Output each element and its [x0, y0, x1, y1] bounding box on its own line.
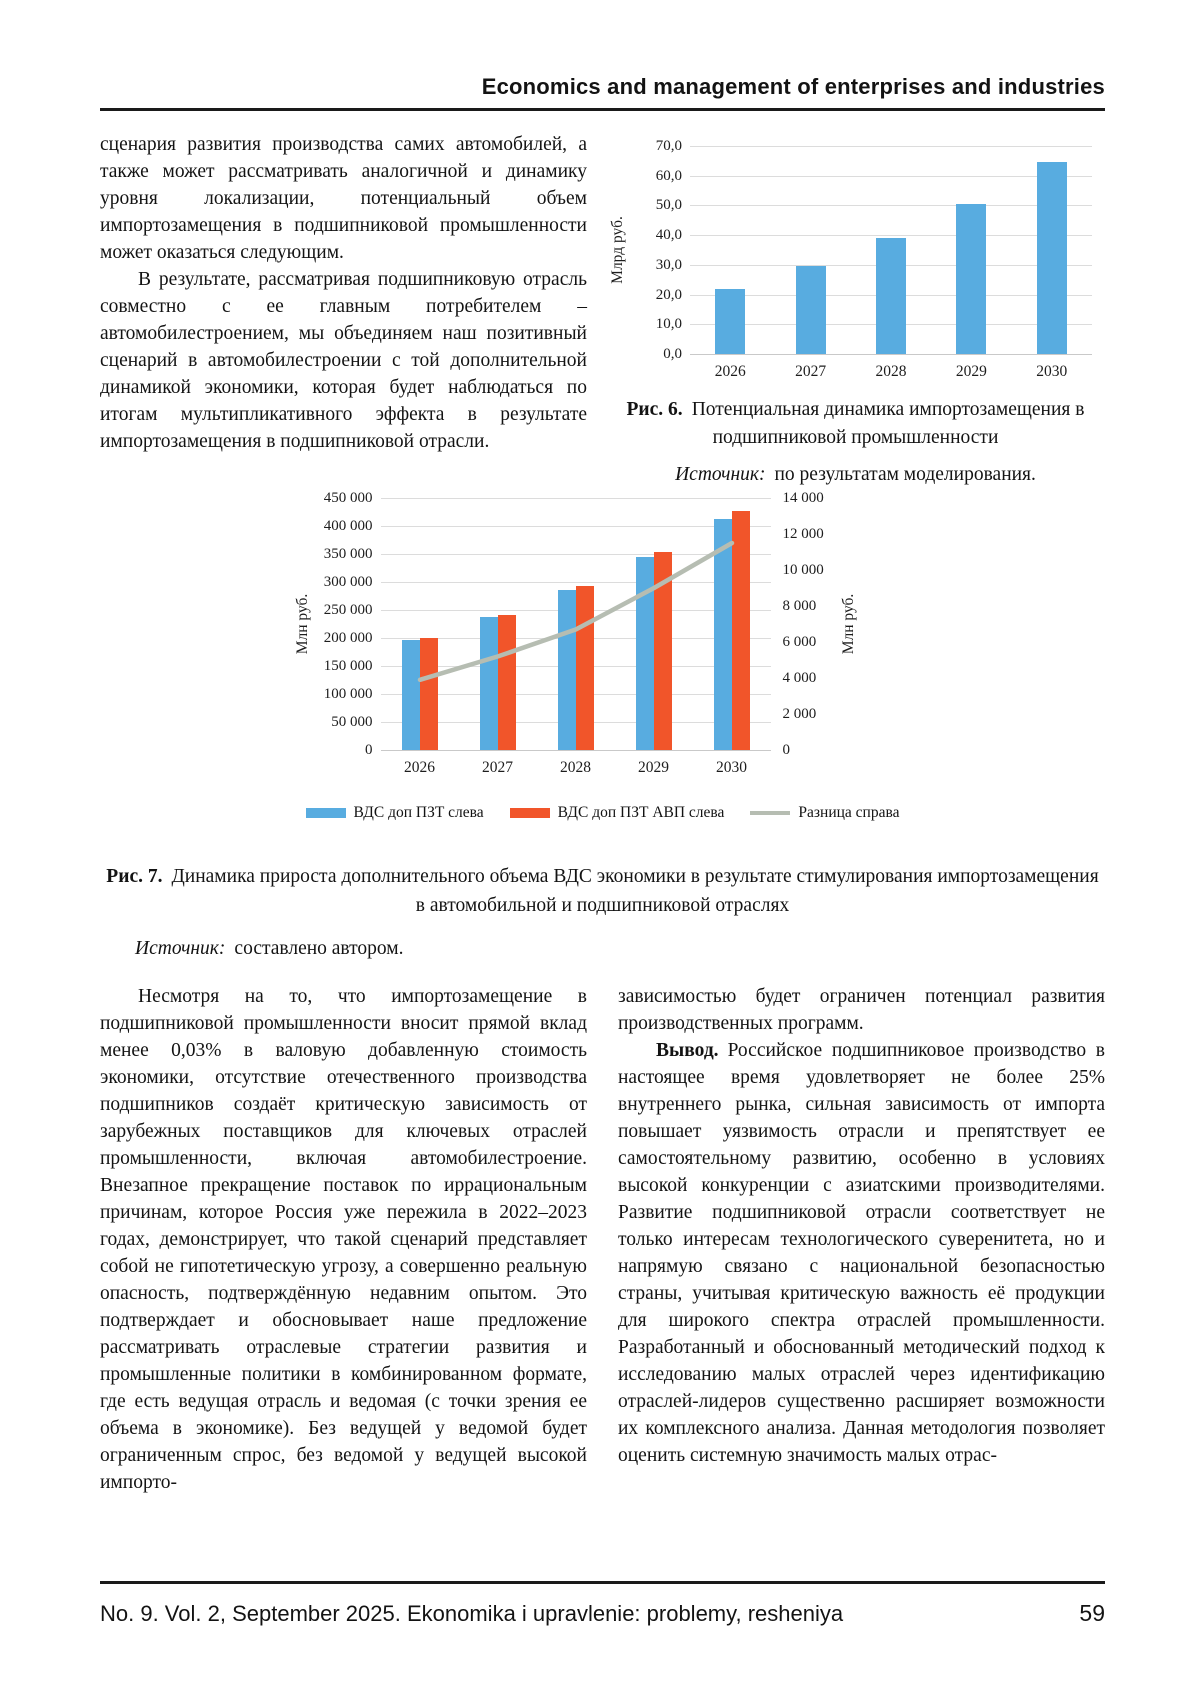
y-axis-title-left: Млн руб. [293, 593, 311, 655]
x-tick-label: 2029 [955, 363, 987, 380]
paragraph: сценария развития производства самих автомобилей, а также может рассматривать аналогичной и динамику уровня локализации, потенциальный объем импортозамещения в подшипниковой промышленности может оказаться следующим. [100, 134, 587, 263]
y-tick-label-left: 250 000 [323, 602, 373, 618]
legend-label: Разница справа [798, 804, 900, 821]
paragraph: В результате, рассматривая подшипниковую отрасль совместно с ее главным потребителем – автомобилестроением, мы объединяем наш позитивный сценарий в автомобилестроении с той дополнительной динамикой экономики, которая будет наблюдаться по итогам мультипликативного эффекта в результате импортозамещения в подшипниковой отрасли. [100, 269, 587, 452]
bar-2027 [796, 266, 826, 354]
body-left-column [100, 983, 587, 1496]
y-tick-label-right: 10 000 [782, 562, 824, 578]
grid-line [381, 750, 771, 751]
header-rule [100, 108, 1105, 111]
source-label: Источник: [675, 464, 766, 485]
y-tick-label-left: 450 000 [323, 490, 373, 506]
grid-line [690, 235, 1092, 236]
y-tick-label: 40,0 [655, 227, 682, 244]
combo-chart-vds-growth [293, 486, 913, 788]
x-tick-label: 2030 [716, 759, 747, 776]
y-tick-label-right: 12 000 [782, 526, 824, 542]
y-tick-label-left: 150 000 [323, 658, 373, 674]
y-axis-title: Млрд руб. [609, 216, 626, 284]
figure-6-label: Рис. 6. [626, 399, 683, 420]
y-tick-label: 10,0 [655, 316, 682, 333]
conclusion-paragraph: Вывод. Российское подшипниковое производство в настоящее время удовлетворяет не более 25% внутреннего рынка, сильная зависимость от импорта повышает уязвимость отрасли и препятствует ее самостоятельному развитию, особенно в условиях высокой конкуренции с азиатскими производителями. Развитие подшипниковой отрасли соответствует не только интересам технологического суверенитета, но и напрямую связано с национальной безопасностью страны, учитывая критическую важность её продукции для широкого спектра отраслей промышленности. Разработанный и обоснованный методический подход к исследованию малых отраслей через идентификацию отраслей-лидеров существенно расширяет возможности их комплексного анализа. Данная методология позволяет оценить системную значимость малых отрас- [618, 1040, 1105, 1466]
y-tick-label-left: 400 000 [323, 518, 373, 534]
y-tick-label-right: 8 000 [782, 598, 817, 614]
x-tick-label: 2030 [1036, 363, 1068, 380]
figure-7-label: Рис. 7. [106, 866, 163, 887]
bar-2028 [876, 238, 906, 354]
x-tick-label: 2027 [482, 759, 513, 776]
y-tick-label-left: 50 000 [331, 714, 373, 730]
figure-6-caption: Рис. 6. Потенциальная динамика импортозамещения в подшипниковой промышленности [626, 399, 1085, 448]
page-footer [100, 1600, 1105, 1627]
x-tick-label: 2028 [875, 363, 907, 380]
legend-item [510, 804, 725, 822]
grid-line [690, 146, 1092, 147]
y-axis-title-right: Млн руб. [839, 593, 857, 655]
grid-line [690, 354, 1092, 355]
y-tick-label-right: 4 000 [782, 670, 817, 686]
figure-7 [100, 486, 1105, 822]
x-tick-label: 2029 [638, 759, 669, 776]
figure-6-source: Источник: по результатам моделирования. [675, 464, 1036, 485]
y-tick-label: 60,0 [655, 167, 682, 184]
paragraph: зависимостью будет ограничен потенциал развития производственных программ. [618, 986, 1105, 1034]
running-head: Economics and management of enterprises and industries [481, 74, 1105, 99]
y-tick-label: 50,0 [655, 197, 682, 214]
figure-7-caption: Рис. 7. Динамика прироста дополнительного объема ВДС экономики в результате стимулирования импортозамещения в автомобильной и подшипниковой отраслях [106, 866, 1099, 916]
legend-label: ВДС доп ПЗТ АВП слева [557, 804, 725, 821]
y-tick-label-right: 14 000 [782, 490, 824, 506]
bar-2026 [715, 289, 745, 354]
x-tick-label: 2026 [404, 759, 435, 776]
legend-swatch [510, 808, 550, 818]
y-tick-label-right: 2 000 [782, 706, 817, 722]
bar-chart-import-substitution [606, 136, 1105, 386]
intro-column [100, 131, 587, 455]
figure-6 [606, 136, 1105, 486]
y-tick-label-left: 0 [365, 742, 373, 758]
x-tick-label: 2028 [560, 759, 591, 776]
y-tick-label: 70,0 [655, 138, 682, 154]
y-tick-label: 20,0 [655, 286, 682, 303]
y-tick-label-right: 0 [782, 742, 790, 758]
grid-line [690, 176, 1092, 177]
journal-line: No. 9. Vol. 2, September 2025. Ekonomika i upravlenie: problemy, resheniya [100, 1601, 844, 1626]
chart-legend [100, 804, 1105, 822]
y-tick-label: 30,0 [655, 256, 682, 273]
body-right-column [618, 983, 1105, 1469]
source-label: Источник: [135, 938, 226, 959]
y-tick-label-left: 350 000 [323, 546, 373, 562]
y-tick-label-left: 300 000 [323, 574, 373, 590]
x-tick-label: 2026 [714, 363, 746, 380]
legend-swatch [306, 808, 346, 818]
bar-2030 [1037, 162, 1067, 354]
y-tick-label: 0,0 [663, 346, 682, 362]
y-tick-label-left: 200 000 [323, 630, 373, 646]
legend-item [306, 804, 484, 822]
y-tick-label-right: 6 000 [782, 634, 817, 650]
figure-7-source: Источник: составлено автором. [135, 938, 404, 959]
grid-line [690, 205, 1092, 206]
y-tick-label-left: 100 000 [323, 686, 373, 702]
difference-line [381, 498, 771, 750]
paragraph: Несмотря на то, что импортозамещение в подшипниковой промышленности вносит прямой вклад менее 0,03% в валовую добавленную стоимость экономики, отсутствие отечественного производства подшипников создаёт критическую зависимость от зарубежных поставщиков для ключевых отраслей промышленности, включая автомобилестроение. Внезапное прекращение поставок по иррациональным причинам, которое Россия уже пережила в 2022–2023 годах, демонстрирует, что такой сценарий представляет собой не гипотетическую угрозу, а совершенно реальную опасность, подтверждённую недавним опытом. Это подтверждает и обосновывает наше предложение рассматривать отраслевые стратегии развития и промышленные политики в комбинированном формате, где есть ведущая отрасль и ведомая (с точки зрения ее объема в экономике). Без ведущей у ведомой будет ограниченным спрос, без ведомой у ведущей высокой импорто- [100, 986, 587, 1493]
legend-swatch [750, 811, 790, 815]
page-number: 59 [1079, 1600, 1105, 1626]
conclusion-label: Вывод. [656, 1040, 719, 1061]
bar-2029 [956, 204, 986, 354]
footer-rule [100, 1581, 1105, 1584]
x-tick-label: 2027 [795, 363, 827, 380]
legend-label: ВДС доп ПЗТ слева [353, 804, 484, 821]
legend-item [750, 804, 899, 822]
